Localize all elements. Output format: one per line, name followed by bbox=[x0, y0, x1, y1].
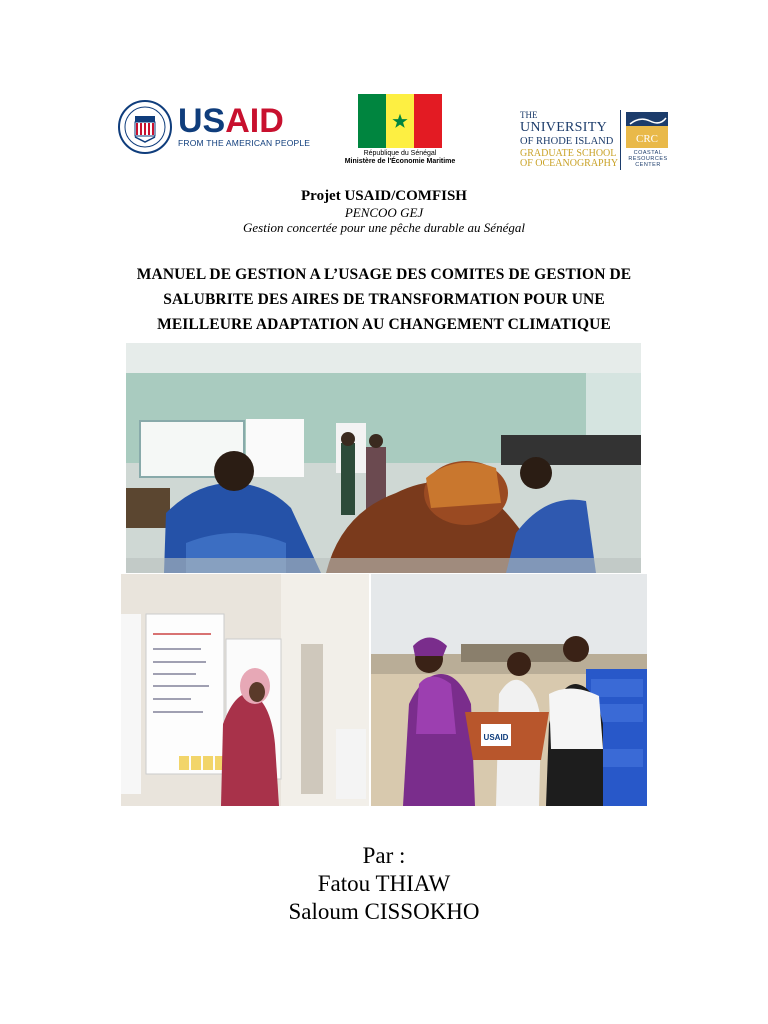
project-subtitle: Gestion concertée pour une pêche durable au Sénégal bbox=[243, 220, 525, 235]
crc-logo-icon bbox=[626, 112, 668, 148]
uri-the-label: THE bbox=[520, 110, 538, 120]
uri-gso-line1: GRADUATE SCHOOL bbox=[520, 148, 617, 159]
document-title-line-3: MEILLEURE ADAPTATION AU CHANGEMENT CLIMATIQUE bbox=[157, 316, 611, 333]
star-icon bbox=[392, 113, 408, 129]
usaid-logo bbox=[118, 100, 311, 156]
uri-gso-line2: OF OCEANOGRAPHY bbox=[520, 158, 619, 169]
photo-flipchart-presentation bbox=[121, 574, 369, 806]
crc-abbr: CRC bbox=[635, 133, 659, 145]
senegal-flag-icon bbox=[358, 94, 442, 148]
usaid-wordmark: USAID bbox=[178, 102, 284, 140]
authors-intro: Par : bbox=[362, 843, 406, 868]
logo-divider bbox=[620, 110, 621, 170]
project-name: Projet USAID/COMFISH bbox=[301, 188, 467, 204]
author-name: Fatou THIAW bbox=[317, 871, 451, 896]
senegal-ministry-logo bbox=[338, 94, 462, 170]
author-name: Saloum CISSOKHO bbox=[288, 899, 480, 924]
usaid-seal-icon bbox=[118, 100, 172, 154]
uri-university-label: UNIVERSITY bbox=[520, 120, 607, 135]
usaid-tagline: FROM THE AMERICAN PEOPLE bbox=[178, 138, 311, 148]
photo-equipment-handover bbox=[371, 574, 647, 806]
senegal-republic-label: République du Sénégal bbox=[363, 150, 437, 157]
document-title-line-1: MANUEL DE GESTION A L’USAGE DES COMITES DE GESTION DE bbox=[136, 266, 632, 283]
bucket-usaid-label: USAID bbox=[483, 733, 509, 742]
document-title-line-2: SALUBRITE DES AIRES DE TRANSFORMATION POUR UNE bbox=[163, 291, 605, 308]
crc-name-label: COASTAL RESOURCES CENTER bbox=[628, 150, 668, 168]
photo-training-room bbox=[126, 343, 641, 573]
uri-gso-logo bbox=[520, 110, 670, 172]
uri-rhode-island-label: OF RHODE ISLAND bbox=[520, 136, 614, 147]
ministry-label: Ministère de l'Économie Maritime bbox=[344, 158, 456, 165]
subproject-name: PENCOO GEJ bbox=[344, 205, 424, 220]
